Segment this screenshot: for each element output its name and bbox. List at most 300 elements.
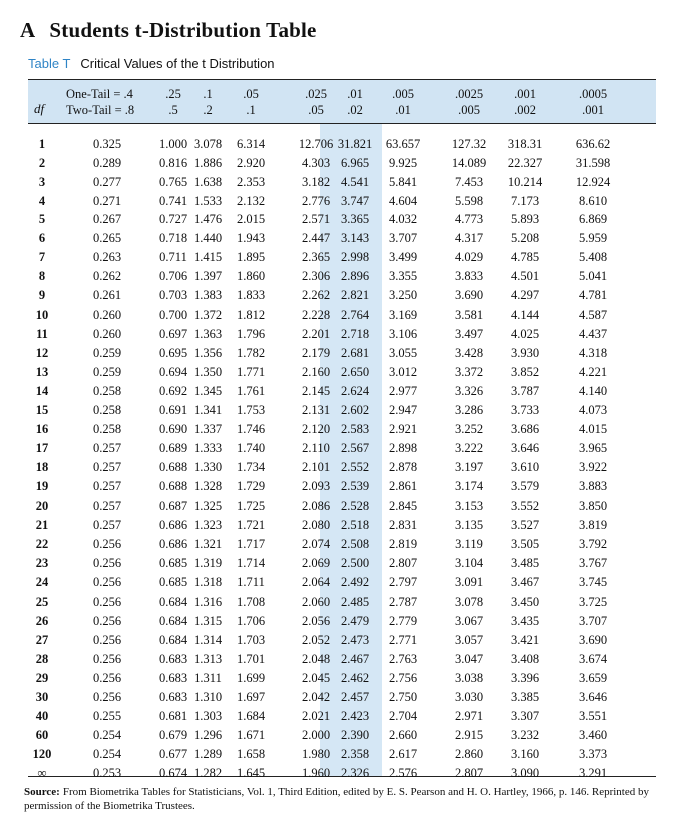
table-cell: 4.303	[301, 156, 331, 170]
table-cell: 3.674	[578, 652, 608, 666]
table-cell: 3.707	[388, 231, 418, 245]
table-cell: 0.271	[92, 194, 122, 208]
table-cell: 1.740	[236, 441, 266, 455]
table-number: Table T	[28, 56, 71, 71]
table-cell: 3.373	[578, 747, 608, 761]
table-cell: 1.476	[193, 212, 223, 226]
table-cell: 0.260	[92, 327, 122, 341]
table-cell: 0.683	[158, 690, 188, 704]
table-cell: 0.674	[158, 766, 188, 780]
table-cell: 2.052	[301, 633, 331, 647]
df-value: 22	[35, 537, 49, 551]
df-value: 4	[38, 194, 46, 208]
df-value: 8	[38, 269, 46, 283]
table-cell: 0.727	[158, 212, 188, 226]
table-cell: 0.256	[92, 652, 122, 666]
table-cell: 1.671	[236, 728, 266, 742]
table-cell: 3.174	[454, 479, 484, 493]
table-cell: 1.289	[193, 747, 223, 761]
table-cell: 636.62	[575, 137, 611, 151]
table-cell: 3.745	[578, 575, 608, 589]
df-value: 18	[35, 460, 49, 474]
table-cell: 0.681	[158, 709, 188, 723]
table-cell: 0.263	[92, 250, 122, 264]
df-value: 60	[35, 728, 49, 742]
table-cell: 5.408	[578, 250, 608, 264]
df-value: 13	[35, 365, 49, 379]
table-cell: 3.355	[388, 269, 418, 283]
two-tail-value: .002	[514, 103, 536, 117]
table-cell: 3.646	[510, 441, 540, 455]
table-cell: 2.120	[301, 422, 331, 436]
table-cell: 0.257	[92, 499, 122, 513]
table-cell: 2.998	[340, 250, 370, 264]
table-cell: 2.042	[301, 690, 331, 704]
table-cell: 2.915	[454, 728, 484, 742]
one-tail-value: .0005	[578, 87, 608, 101]
df-value: 19	[35, 479, 49, 493]
table-cell: 3.499	[388, 250, 418, 264]
table-cell: 2.602	[340, 403, 370, 417]
table-cell: 2.771	[388, 633, 418, 647]
table-cell: 0.711	[159, 250, 187, 264]
table-cell: 1.356	[193, 346, 223, 360]
table-cell: 2.473	[340, 633, 370, 647]
table-cell: 2.576	[388, 766, 418, 780]
df-value: 9	[38, 288, 46, 302]
table-cell: 0.684	[158, 595, 188, 609]
table-cell: 2.718	[340, 327, 370, 341]
table-cell: 4.781	[578, 288, 608, 302]
one-tail-value: .05	[243, 87, 259, 101]
table-cell: 1.282	[193, 766, 223, 780]
table-cell: 1.701	[236, 652, 266, 666]
table-cell: 2.947	[388, 403, 418, 417]
table-cell: 0.256	[92, 575, 122, 589]
table-cell: 2.921	[388, 422, 418, 436]
df-value: 15	[35, 403, 49, 417]
table-cell: 2.898	[388, 441, 418, 455]
table-cell: 2.704	[388, 709, 418, 723]
table-cell: 0.694	[158, 365, 188, 379]
table-cell: 1.330	[193, 460, 223, 474]
table-cell: 0.690	[158, 422, 188, 436]
table-cell: 3.291	[578, 766, 608, 780]
table-cell: 3.965	[578, 441, 608, 455]
table-cell: 1.638	[193, 175, 223, 189]
table-cell: 3.646	[578, 690, 608, 704]
table-cell: 0.267	[92, 212, 122, 226]
table-cell: 1.729	[236, 479, 266, 493]
two-tail-value: .001	[582, 103, 604, 117]
table-cell: 4.073	[578, 403, 608, 417]
df-value: 10	[35, 308, 49, 322]
table-cell: 2.457	[340, 690, 370, 704]
table-cell: 0.700	[158, 308, 188, 322]
table-cell: 3.552	[510, 499, 540, 513]
table-cell: 0.703	[158, 288, 188, 302]
table-cell: 3.690	[578, 633, 608, 647]
table-cell: 1.725	[236, 499, 266, 513]
appendix-letter: A	[20, 18, 36, 42]
table-cell: 5.041	[578, 269, 608, 283]
df-value: 30	[35, 690, 49, 704]
table-cell: 1.325	[193, 499, 223, 513]
table-cell: 3.143	[340, 231, 370, 245]
table-cell: 0.259	[92, 365, 122, 379]
table-cell: 2.160	[301, 365, 331, 379]
table-cell: 3.365	[340, 212, 370, 226]
table-cell: 4.318	[578, 346, 608, 360]
table-cell: 1.397	[193, 269, 223, 283]
table-cell: 2.056	[301, 614, 331, 628]
table-cell: 3.104	[454, 556, 484, 570]
table-cell: 1.341	[193, 403, 223, 417]
df-value: 28	[35, 652, 49, 666]
table-cell: 2.479	[340, 614, 370, 628]
table-cell: 2.920	[236, 156, 266, 170]
table-cell: 1.296	[193, 728, 223, 742]
two-tail-value: .1	[246, 103, 256, 117]
table-cell: 8.610	[578, 194, 608, 208]
table-cell: 0.289	[92, 156, 122, 170]
table-cell: 6.965	[340, 156, 370, 170]
table-cell: 22.327	[507, 156, 543, 170]
one-tail-value: .005	[392, 87, 414, 101]
table-cell: 1.761	[236, 384, 266, 398]
table-cell: 6.869	[578, 212, 608, 226]
table-cell: 0.254	[92, 747, 122, 761]
table-cell: 9.925	[388, 156, 418, 170]
one-tail-value: .001	[514, 87, 536, 101]
table-cell: 2.110	[302, 441, 330, 455]
table-cell: 3.485	[510, 556, 540, 570]
table-cell: 2.086	[301, 499, 331, 513]
table-cell: 1.753	[236, 403, 266, 417]
table-cell: 1.711	[237, 575, 265, 589]
table-cell: 3.078	[193, 137, 223, 151]
table-cell: 2.845	[388, 499, 418, 513]
table-cell: 1.980	[301, 747, 331, 761]
table-cell: 3.153	[454, 499, 484, 513]
table-cell: 7.173	[510, 194, 540, 208]
table-cell: 2.831	[388, 518, 418, 532]
table-cell: 2.228	[301, 308, 331, 322]
table-cell: 0.254	[92, 728, 122, 742]
table-cell: 0.277	[92, 175, 122, 189]
table-cell: 3.421	[510, 633, 540, 647]
table-cell: 2.617	[388, 747, 418, 761]
table-cell: 0.256	[92, 595, 122, 609]
table-cell: 2.539	[340, 479, 370, 493]
df-value: 12	[35, 346, 49, 360]
table-cell: 2.045	[301, 671, 331, 685]
page-heading	[20, 18, 317, 43]
table-cell: 0.706	[158, 269, 188, 283]
table-cell: 1.314	[193, 633, 223, 647]
table-cell: 3.038	[454, 671, 484, 685]
table-cell: 0.265	[92, 231, 122, 245]
table-cell: 2.201	[301, 327, 331, 341]
table-cell: 2.021	[301, 709, 331, 723]
df-value: 3	[38, 175, 46, 189]
table-cell: 1.860	[236, 269, 266, 283]
table-cell: 0.256	[92, 537, 122, 551]
table-cell: 0.257	[92, 460, 122, 474]
table-cell: 1.895	[236, 250, 266, 264]
table-cell: 0.258	[92, 384, 122, 398]
df-value: 16	[35, 422, 49, 436]
table-cell: 3.733	[510, 403, 540, 417]
table-cell: 1.812	[236, 308, 266, 322]
table-cell: 2.797	[388, 575, 418, 589]
table-cell: 2.807	[388, 556, 418, 570]
table-cell: 1.337	[193, 422, 223, 436]
table-cell: 3.326	[454, 384, 484, 398]
table-cell: 3.579	[510, 479, 540, 493]
table-cell: 1.697	[236, 690, 266, 704]
table-cell: 14.089	[451, 156, 487, 170]
table-rule	[28, 79, 656, 80]
table-cell: 4.604	[388, 194, 418, 208]
table-cell: 3.792	[578, 537, 608, 551]
table-cell: 3.707	[578, 614, 608, 628]
source-label: Source:	[24, 786, 60, 798]
df-value: 120	[32, 747, 52, 761]
two-tail-value: .01	[395, 103, 411, 117]
table-cell: 2.358	[340, 747, 370, 761]
table-cell: 1.321	[193, 537, 223, 551]
table-cell: 0.765	[158, 175, 188, 189]
table-cell: 1.714	[236, 556, 266, 570]
table-cell: 3.160	[510, 747, 540, 761]
table-cell: 1.706	[236, 614, 266, 628]
table-cell: 1.703	[236, 633, 266, 647]
two-tail-value: .2	[203, 103, 213, 117]
table-cell: 0.816	[158, 156, 188, 170]
table-cell: 4.785	[510, 250, 540, 264]
df-value: 17	[35, 441, 49, 455]
table-cell: 3.135	[454, 518, 484, 532]
table-cell: 3.197	[454, 460, 484, 474]
table-cell: 0.258	[92, 422, 122, 436]
table-cell: 3.182	[301, 175, 331, 189]
table-cell: 3.057	[454, 633, 484, 647]
table-cell: 3.686	[510, 422, 540, 436]
table-cell: 3.428	[454, 346, 484, 360]
table-cell: 1.000	[158, 137, 188, 151]
one-tail-value: .025	[305, 87, 327, 101]
table-cell: 3.078	[454, 595, 484, 609]
table-cell: 1.658	[236, 747, 266, 761]
table-cell: 3.497	[454, 327, 484, 341]
df-value: 6	[38, 231, 46, 245]
table-cell: 1.833	[236, 288, 266, 302]
table-cell: 3.852	[510, 365, 540, 379]
table-cell: 2.048	[301, 652, 331, 666]
table-cell: 2.000	[301, 728, 331, 742]
table-cell: 1.886	[193, 156, 223, 170]
table-cell: 4.029	[454, 250, 484, 264]
table-cell: 2.131	[301, 403, 331, 417]
table-cell: 3.222	[454, 441, 484, 455]
table-cell: 1.721	[236, 518, 266, 532]
table-cell: 1.717	[236, 537, 266, 551]
table-cell: 2.179	[301, 346, 331, 360]
table-cell: 0.256	[92, 671, 122, 685]
table-cell: 1.313	[193, 652, 223, 666]
table-cell: 2.132	[236, 194, 266, 208]
df-value: 25	[35, 595, 49, 609]
table-cell: 0.695	[158, 346, 188, 360]
table-cell: 31.598	[575, 156, 611, 170]
table-cell: 3.372	[454, 365, 484, 379]
two-tail-value: .005	[458, 103, 480, 117]
table-cell: 0.741	[158, 194, 188, 208]
t-distribution-table	[28, 79, 656, 780]
table-cell: 5.841	[388, 175, 418, 189]
table-cell: 3.610	[510, 460, 540, 474]
df-value: 26	[35, 614, 49, 628]
table-cell: 2.552	[340, 460, 370, 474]
table-cell: 2.093	[301, 479, 331, 493]
table-cell: 2.624	[340, 384, 370, 398]
table-cell: 5.208	[510, 231, 540, 245]
table-cell: 0.677	[158, 747, 188, 761]
table-cell: 2.467	[340, 652, 370, 666]
one-tail-value: .1	[203, 87, 213, 101]
table-cell: 0.259	[92, 346, 122, 360]
table-cell: 2.101	[301, 460, 331, 474]
df-value: 23	[35, 556, 49, 570]
table-cell: 0.255	[92, 709, 122, 723]
table-cell: 1.363	[193, 327, 223, 341]
table-cell: 0.687	[158, 499, 188, 513]
table-cell: 3.850	[578, 499, 608, 513]
table-cell: 2.485	[340, 595, 370, 609]
table-cell: 4.773	[454, 212, 484, 226]
table-cell: 1.319	[193, 556, 223, 570]
table-cell: 2.390	[340, 728, 370, 742]
table-cell: 2.821	[340, 288, 370, 302]
one-tail-label: One-Tail = .4	[66, 87, 133, 101]
table-cell: 2.306	[301, 269, 331, 283]
table-cell: 0.256	[92, 633, 122, 647]
table-cell: 0.683	[158, 652, 188, 666]
source-note	[24, 785, 664, 813]
table-cell: 12.924	[575, 175, 611, 189]
table-cell: 2.567	[340, 441, 370, 455]
table-cell: 1.323	[193, 518, 223, 532]
table-cell: 2.977	[388, 384, 418, 398]
table-cell: 0.686	[158, 518, 188, 532]
df-value: 1	[38, 137, 46, 151]
table-cell: 0.688	[158, 460, 188, 474]
table-cell: 2.060	[301, 595, 331, 609]
table-cell: 2.080	[301, 518, 331, 532]
table-caption-title: Critical Values of the t Distribution	[80, 56, 275, 71]
table-cell: 2.518	[340, 518, 370, 532]
table-cell: 3.527	[510, 518, 540, 532]
table-cell: 7.453	[454, 175, 484, 189]
table-cell: 3.106	[388, 327, 418, 341]
table-cell: 3.232	[510, 728, 540, 742]
table-cell: 5.959	[578, 231, 608, 245]
table-cell: 2.326	[340, 766, 370, 780]
table-cell: 4.297	[510, 288, 540, 302]
table-cell: 2.787	[388, 595, 418, 609]
table-cell: 1.782	[236, 346, 266, 360]
table-cell: 2.583	[340, 422, 370, 436]
table-cell: 2.571	[301, 212, 331, 226]
table-cell: 3.819	[578, 518, 608, 532]
table-cell: 3.581	[454, 308, 484, 322]
table-cell: 4.541	[340, 175, 370, 189]
df-value: 5	[38, 212, 46, 226]
table-cell: 0.256	[92, 614, 122, 628]
table-cell: 3.067	[454, 614, 484, 628]
df-value: 21	[35, 518, 49, 532]
table-cell: 0.257	[92, 479, 122, 493]
table-cell: 0.697	[158, 327, 188, 341]
table-cell: 4.587	[578, 308, 608, 322]
table-cell: 4.501	[510, 269, 540, 283]
table-cell: 1.333	[193, 441, 223, 455]
table-cell: 3.385	[510, 690, 540, 704]
table-cell: 1.708	[236, 595, 266, 609]
table-cell: 10.214	[507, 175, 543, 189]
table-cell: 4.437	[578, 327, 608, 341]
table-cell: 0.257	[92, 441, 122, 455]
table-cell: 3.286	[454, 403, 484, 417]
table-cell: 3.659	[578, 671, 608, 685]
table-cell: 1.943	[236, 231, 266, 245]
table-cell: 1.328	[193, 479, 223, 493]
table-cell: 1.316	[193, 595, 223, 609]
table-cell: 2.365	[301, 250, 331, 264]
table-cell: 127.32	[451, 137, 487, 151]
table-cell: 0.686	[158, 537, 188, 551]
table-cell: 0.679	[158, 728, 188, 742]
table-cell: 0.262	[92, 269, 122, 283]
table-cell: 2.776	[301, 194, 331, 208]
table-cell: 2.423	[340, 709, 370, 723]
table-cell: 0.256	[92, 556, 122, 570]
table-cell: 2.262	[301, 288, 331, 302]
table-cell: 0.261	[92, 288, 122, 302]
df-value: 24	[35, 575, 49, 589]
table-cell: 1.415	[193, 250, 223, 264]
table-cell: 1.960	[301, 766, 331, 780]
table-cell: 5.598	[454, 194, 484, 208]
table-caption	[28, 56, 275, 71]
df-value: 14	[35, 384, 49, 398]
table-cell: 3.090	[510, 766, 540, 780]
table-cell: 0.685	[158, 556, 188, 570]
table-cell: 4.015	[578, 422, 608, 436]
table-cell: 3.252	[454, 422, 484, 436]
table-cell: 2.447	[301, 231, 331, 245]
table-cell: 0.689	[158, 441, 188, 455]
table-cell: 1.383	[193, 288, 223, 302]
table-cell: 2.779	[388, 614, 418, 628]
table-cell: 3.435	[510, 614, 540, 628]
table-cell: 2.015	[236, 212, 266, 226]
table-cell: 1.318	[193, 575, 223, 589]
table-cell: 2.681	[340, 346, 370, 360]
table-cell: 1.303	[193, 709, 223, 723]
two-tail-value: .5	[168, 103, 178, 117]
